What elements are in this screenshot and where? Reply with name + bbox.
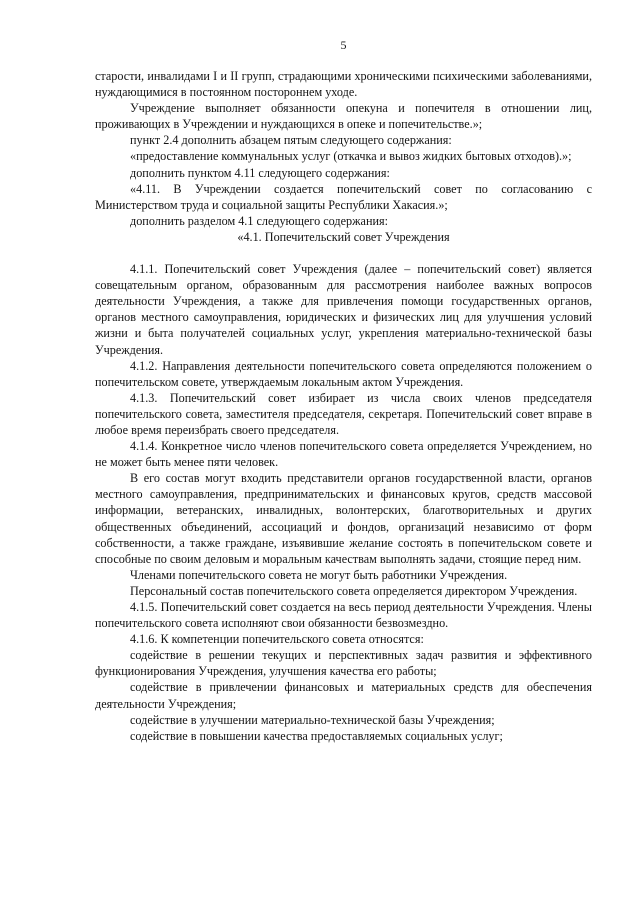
paragraph: Учреждение выполняет обязанности опекуна и попечителя в отношении лиц, проживающих в Учреждении и нуждающихся в опеке и попечительстве.»; xyxy=(95,101,592,132)
paragraph: содействие в привлечении финансовых и материальных средств для обеспечения деятельности Учреждения; xyxy=(95,680,592,711)
paragraph: дополнить пунктом 4.11 следующего содержания: xyxy=(130,165,390,180)
paragraph: 4.1.6. К компетенции попечительского совета относятся: xyxy=(130,632,424,647)
paragraph: «предоставление коммунальных услуг (откачка и вывоз жидких бытовых отходов).»; xyxy=(130,149,572,164)
paragraph: 4.1.4. Конкретное число членов попечительского совета определяется Учреждением, но не может быть менее пяти человек. xyxy=(95,439,592,470)
paragraph: 4.1.3. Попечительский совет избирает из числа своих членов председателя попечительского совета, заместителя председателя, секретаря. Попечительский совет вправе в любое время переизбрать своего председателя. xyxy=(95,390,592,437)
section-heading: «4.1. Попечительский совет Учреждения xyxy=(237,229,450,244)
paragraph: Персональный состав попечительского совета определяется директором Учреждения. xyxy=(130,583,578,598)
document-body xyxy=(95,68,592,744)
page-number: 5 xyxy=(340,38,347,52)
paragraph: 4.1.1. Попечительский совет Учреждения (далее – попечительский совет) является совещательным органом, образованным для рассмотрения наиболее важных вопросов деятельности Учреждения, а также для привлечения помощи государственных органов, органов местного самоуправления, юридических и физических лиц для улучшения условий жизни и быта получателей социальных услуг, укрепления материально-технической базы Учреждения. xyxy=(95,262,592,357)
paragraph: Членами попечительского совета не могут быть работники Учреждения. xyxy=(130,567,508,582)
paragraph: В его состав могут входить представители органов государственной власти, органов местного самоуправления, предпринимательских и финансовых кругов, средств массовой информации, ветеранских, инвалидных, волонтерских, благотворительных и других общественных объединений, ассоциаций и фондов, организаций независимо от форм собственности, а также граждане, изъявившие желание состоять в попечительском совете и способные по своим деловым и моральным качествам выполнять задачи, стоящие перед ним. xyxy=(95,471,592,566)
paragraph: старости, инвалидами I и II групп, страдающими хроническими психическими заболеваниями, нуждающимися в постоянном постороннем уходе. xyxy=(95,69,592,100)
paragraph: 4.1.2. Направления деятельности попечительского совета определяются положением о попечительском совете, утверждаемым локальным актом Учреждения. xyxy=(95,358,592,389)
paragraph: дополнить разделом 4.1 следующего содержания: xyxy=(130,213,388,228)
paragraph: «4.11. В Учреждении создается попечительский совет по согласованию с Министерством труда и социальной защиты Республики Хакасия.»; xyxy=(95,181,592,212)
paragraph: содействие в решении текущих и перспективных задач развития и эффективного функционирования Учреждения, улучшения качества его работы; xyxy=(95,648,592,679)
paragraph: 4.1.5. Попечительский совет создается на весь период деятельности Учреждения. Члены попечительского совета исполняют свои обязанности безвозмездно. xyxy=(95,600,592,631)
paragraph: пункт 2.4 дополнить абзацем пятым следующего содержания: xyxy=(130,133,452,148)
paragraph: содействие в повышении качества предоставляемых социальных услуг; xyxy=(130,728,503,743)
paragraph: содействие в улучшении материально-технической базы Учреждения; xyxy=(130,712,495,727)
